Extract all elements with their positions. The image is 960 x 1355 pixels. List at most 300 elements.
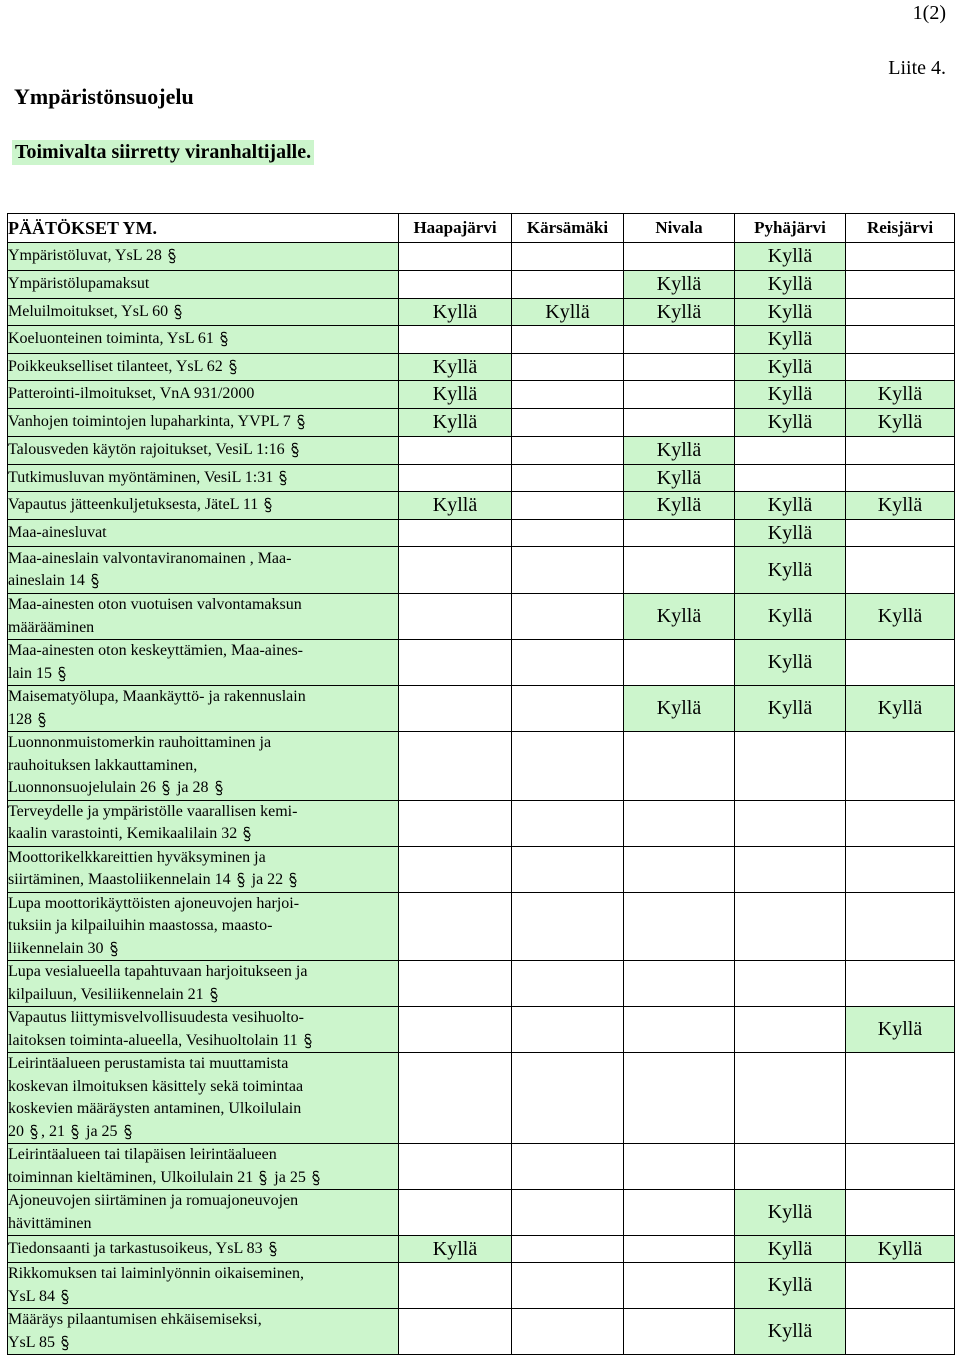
row-label-text: Ympäristöluvat, YsL 28 bbox=[8, 247, 162, 265]
row-label-text: Moottorikelkkareittien hyväksyminen ja bbox=[8, 848, 266, 866]
municipality-cell-nivala bbox=[624, 1144, 735, 1190]
row-label bbox=[8, 437, 399, 465]
municipality-cell-haapajärvi bbox=[399, 299, 512, 326]
municipality-cell-kärsämäki bbox=[512, 594, 624, 640]
municipality-cell-nivala bbox=[624, 594, 735, 640]
row-label-text: Luonnonsuojelulain 26 bbox=[8, 779, 156, 796]
municipality-cell-haapajärvi bbox=[399, 1053, 512, 1144]
row-label-text: YsL 85 bbox=[8, 1333, 55, 1351]
row-label-text: hävittäminen bbox=[8, 1214, 92, 1232]
municipality-cell-haapajärvi bbox=[399, 492, 512, 520]
municipality-cell-pyhäjärvi bbox=[735, 381, 846, 409]
municipality-cell-kärsämäki bbox=[512, 1263, 624, 1309]
municipality-cell-nivala bbox=[624, 326, 735, 354]
row-label bbox=[8, 846, 399, 892]
row-label-text: Maa-ainesten oton vuotuisen valvontamaksun bbox=[8, 596, 302, 613]
municipality-cell-pyhäjärvi bbox=[735, 437, 846, 465]
cell-value: Kyllä bbox=[767, 697, 813, 719]
table-row bbox=[8, 547, 955, 594]
municipality-cell-haapajärvi bbox=[399, 846, 512, 892]
municipality-cell-reisjärvi bbox=[846, 1144, 955, 1190]
municipality-cell-reisjärvi bbox=[846, 354, 955, 381]
municipality-cell-kärsämäki bbox=[512, 547, 624, 594]
row-label-text: Tiedonsaanti ja tarkastusoikeus, YsL 83 bbox=[8, 1239, 263, 1257]
cell-value: Kyllä bbox=[767, 521, 813, 544]
municipality-cell-reisjärvi bbox=[846, 961, 955, 1007]
section-sign-icon bbox=[278, 470, 290, 484]
municipality-cell-nivala bbox=[624, 492, 735, 520]
municipality-cell-reisjärvi bbox=[846, 594, 955, 640]
table-row bbox=[8, 594, 955, 640]
municipality-cell-reisjärvi bbox=[846, 381, 955, 409]
section-sign-icon bbox=[263, 497, 275, 511]
table-row bbox=[8, 686, 955, 732]
table-row bbox=[8, 243, 955, 271]
municipality-cell-reisjärvi bbox=[846, 299, 955, 326]
municipality-cell-pyhäjärvi bbox=[735, 846, 846, 892]
row-label bbox=[8, 1236, 399, 1263]
municipality-cell-pyhäjärvi bbox=[735, 961, 846, 1007]
municipality-cell-haapajärvi bbox=[399, 640, 512, 686]
municipality-cell-reisjärvi bbox=[846, 326, 955, 354]
municipality-cell-reisjärvi bbox=[846, 492, 955, 520]
municipality-cell-haapajärvi bbox=[399, 520, 512, 547]
row-label-text: rauhoituksen lakkauttaminen, bbox=[8, 756, 198, 774]
column-header: Reisjärvi bbox=[846, 214, 955, 243]
municipality-cell-nivala bbox=[624, 961, 735, 1007]
municipality-cell-haapajärvi bbox=[399, 1309, 512, 1355]
cell-value: Kyllä bbox=[432, 411, 478, 433]
table-row bbox=[8, 1309, 955, 1355]
row-label bbox=[8, 1263, 399, 1309]
municipality-cell-pyhäjärvi bbox=[735, 520, 846, 547]
row-label bbox=[8, 640, 399, 686]
column-header: Haapajärvi bbox=[399, 214, 512, 243]
section-sign-icon bbox=[167, 248, 179, 262]
cell-value: Kyllä bbox=[656, 605, 702, 627]
cell-value: Kyllä bbox=[656, 697, 702, 719]
municipality-cell-pyhäjärvi bbox=[735, 271, 846, 299]
municipality-cell-haapajärvi bbox=[399, 271, 512, 299]
row-label-text: Lupa vesialueella tapahtuvaan harjoitukseen ja bbox=[8, 963, 308, 980]
row-label bbox=[8, 243, 399, 271]
municipality-cell-nivala bbox=[624, 732, 735, 801]
row-label-text: Meluilmoitukset, YsL 60 bbox=[8, 302, 169, 320]
section-sign-icon bbox=[29, 1124, 41, 1138]
table-row bbox=[8, 1190, 955, 1236]
row-label bbox=[8, 271, 399, 299]
municipality-cell-reisjärvi bbox=[846, 892, 955, 961]
row-label bbox=[8, 1007, 399, 1053]
municipality-cell-nivala bbox=[624, 381, 735, 409]
municipality-cell-reisjärvi bbox=[846, 686, 955, 732]
municipality-cell-pyhäjärvi bbox=[735, 1007, 846, 1053]
municipality-cell-nivala bbox=[624, 640, 735, 686]
table-row bbox=[8, 846, 955, 892]
municipality-cell-kärsämäki bbox=[512, 299, 624, 326]
cell-value: Kyllä bbox=[767, 328, 813, 350]
section-sign-icon bbox=[228, 359, 240, 373]
municipality-cell-kärsämäki bbox=[512, 409, 624, 437]
row-label bbox=[8, 547, 399, 594]
row-label-text: 20 bbox=[8, 1122, 24, 1140]
row-label-text: koskevan ilmoituksen käsittely sekä toimintaa bbox=[8, 1077, 304, 1095]
row-label-text: Ympäristölupamaksut bbox=[8, 275, 150, 293]
municipality-cell-haapajärvi bbox=[399, 243, 512, 271]
municipality-cell-kärsämäki bbox=[512, 1190, 624, 1236]
row-label-text: toiminnan kieltäminen, Ulkoilulain 21 bbox=[8, 1168, 254, 1186]
cell-value: Kyllä bbox=[767, 558, 813, 581]
municipality-cell-haapajärvi bbox=[399, 326, 512, 354]
municipality-cell-nivala bbox=[624, 1190, 735, 1236]
municipality-cell-reisjärvi bbox=[846, 409, 955, 437]
municipality-cell-reisjärvi bbox=[846, 1236, 955, 1263]
section-title: Ympäristönsuojelu bbox=[14, 84, 194, 109]
row-label-text: ja 25 bbox=[270, 1168, 306, 1186]
row-label-text: Koeluonteinen toiminta, YsL 61 bbox=[8, 330, 214, 348]
row-label-text: Vapautus jätteenkuljetuksesta, JäteL 11 bbox=[8, 496, 259, 514]
municipality-cell-nivala bbox=[624, 1236, 735, 1263]
municipality-cell-pyhäjärvi bbox=[735, 547, 846, 594]
municipality-cell-pyhäjärvi bbox=[735, 409, 846, 437]
municipality-cell-pyhäjärvi bbox=[735, 800, 846, 846]
municipality-cell-kärsämäki bbox=[512, 1309, 624, 1355]
municipality-cell-haapajärvi bbox=[399, 1007, 512, 1053]
municipality-cell-pyhäjärvi bbox=[735, 243, 846, 271]
table-row bbox=[8, 492, 955, 520]
section-sign-icon bbox=[60, 1289, 72, 1303]
municipality-cell-pyhäjärvi bbox=[735, 1144, 846, 1190]
section-sign-icon bbox=[311, 1170, 323, 1184]
municipality-cell-haapajärvi bbox=[399, 437, 512, 465]
municipality-cell-reisjärvi bbox=[846, 465, 955, 492]
section-sign-icon bbox=[90, 573, 102, 587]
row-label-text: Luonnonmuistomerkin rauhoittaminen ja bbox=[8, 734, 272, 751]
municipality-cell-pyhäjärvi bbox=[735, 892, 846, 961]
cell-value: Kyllä bbox=[656, 300, 702, 323]
row-label-text: koskevien määräysten antaminen, Ulkoilulain bbox=[8, 1100, 302, 1117]
row-label bbox=[8, 961, 399, 1007]
municipality-cell-pyhäjärvi bbox=[735, 354, 846, 381]
section-sign-icon bbox=[303, 1033, 315, 1047]
table-row bbox=[8, 1007, 955, 1053]
municipality-cell-kärsämäki bbox=[512, 1053, 624, 1144]
municipality-cell-nivala bbox=[624, 465, 735, 492]
municipality-cell-kärsämäki bbox=[512, 1144, 624, 1190]
cell-value: Kyllä bbox=[767, 494, 813, 516]
row-label bbox=[8, 299, 399, 326]
cell-value: Kyllä bbox=[767, 651, 813, 673]
municipality-cell-haapajärvi bbox=[399, 1144, 512, 1190]
row-label bbox=[8, 686, 399, 732]
municipality-cell-haapajärvi bbox=[399, 892, 512, 961]
row-label bbox=[8, 381, 399, 409]
municipality-cell-nivala bbox=[624, 1309, 735, 1355]
municipality-cell-pyhäjärvi bbox=[735, 1053, 846, 1144]
municipality-cell-haapajärvi bbox=[399, 732, 512, 801]
table-row bbox=[8, 520, 955, 547]
row-label-text: Patterointi-ilmoitukset, VnA 931/2000 bbox=[8, 385, 255, 403]
municipality-cell-reisjärvi bbox=[846, 1007, 955, 1053]
municipality-cell-reisjärvi bbox=[846, 846, 955, 892]
cell-value: Kyllä bbox=[656, 439, 702, 461]
municipality-cell-haapajärvi bbox=[399, 465, 512, 492]
cell-value: Kyllä bbox=[767, 1237, 813, 1260]
cell-value: Kyllä bbox=[767, 411, 813, 433]
cell-value: Kyllä bbox=[767, 355, 813, 378]
row-label-text: Määräys pilaantumisen ehkäisemiseksi, bbox=[8, 1311, 262, 1328]
cell-value: Kyllä bbox=[656, 273, 702, 295]
municipality-cell-nivala bbox=[624, 1263, 735, 1309]
section-sign-icon bbox=[60, 1335, 72, 1349]
municipality-cell-reisjärvi bbox=[846, 640, 955, 686]
section-sign-icon bbox=[236, 872, 248, 886]
cell-value: Kyllä bbox=[767, 245, 813, 267]
table-row bbox=[8, 465, 955, 492]
municipality-cell-nivala bbox=[624, 1007, 735, 1053]
table-row bbox=[8, 800, 955, 846]
section-sign-icon bbox=[296, 414, 308, 428]
municipality-cell-kärsämäki bbox=[512, 492, 624, 520]
municipality-cell-kärsämäki bbox=[512, 640, 624, 686]
municipality-cell-kärsämäki bbox=[512, 1007, 624, 1053]
municipality-cell-kärsämäki bbox=[512, 381, 624, 409]
row-label-text: tuksiin ja kilpailuihin maastossa, maasto- bbox=[8, 917, 273, 934]
municipality-cell-haapajärvi bbox=[399, 800, 512, 846]
row-label-text: kilpailuun, Vesiliikennelain 21 bbox=[8, 985, 204, 1003]
row-label-text: ja 25 bbox=[82, 1122, 118, 1140]
municipality-cell-kärsämäki bbox=[512, 243, 624, 271]
municipality-cell-reisjärvi bbox=[846, 1263, 955, 1309]
section-sign-icon bbox=[37, 712, 49, 726]
table-row bbox=[8, 1053, 955, 1144]
section-sign-icon bbox=[70, 1124, 82, 1138]
table-row bbox=[8, 354, 955, 381]
cell-value: Kyllä bbox=[432, 355, 478, 378]
municipality-cell-kärsämäki bbox=[512, 732, 624, 801]
cell-value: Kyllä bbox=[877, 697, 923, 719]
row-label bbox=[8, 800, 399, 846]
municipality-cell-haapajärvi bbox=[399, 961, 512, 1007]
section-sign-icon bbox=[209, 987, 221, 1001]
row-label bbox=[8, 520, 399, 547]
municipality-cell-reisjärvi bbox=[846, 437, 955, 465]
row-label-text: Maa-ainesluvat bbox=[8, 523, 107, 541]
cell-value: Kyllä bbox=[432, 300, 478, 323]
section-sign-icon bbox=[268, 1241, 280, 1255]
row-label-text: Talousveden käytön rajoitukset, VesiL 1:16 bbox=[8, 441, 285, 459]
municipality-cell-reisjärvi bbox=[846, 1053, 955, 1144]
table-row bbox=[8, 640, 955, 686]
municipality-cell-kärsämäki bbox=[512, 271, 624, 299]
municipality-cell-pyhäjärvi bbox=[735, 1190, 846, 1236]
row-label-text: Poikkeukselliset tilanteet, YsL 62 bbox=[8, 357, 223, 375]
municipality-cell-kärsämäki bbox=[512, 961, 624, 1007]
municipality-cell-pyhäjärvi bbox=[735, 465, 846, 492]
municipality-cell-reisjärvi bbox=[846, 1309, 955, 1355]
table-row bbox=[8, 892, 955, 961]
row-label-text: kaalin varastointi, Kemikaalilain 32 bbox=[8, 825, 238, 842]
column-header: Kärsämäki bbox=[512, 214, 624, 243]
municipality-cell-kärsämäki bbox=[512, 1236, 624, 1263]
row-label bbox=[8, 465, 399, 492]
column-header: Pyhäjärvi bbox=[735, 214, 846, 243]
table-row bbox=[8, 1144, 955, 1190]
row-label-text: aineslain 14 bbox=[8, 572, 85, 589]
section-sign-icon bbox=[242, 826, 254, 840]
table-row bbox=[8, 1236, 955, 1263]
municipality-cell-pyhäjärvi bbox=[735, 732, 846, 801]
section-sign-icon bbox=[109, 941, 121, 955]
municipality-cell-reisjärvi bbox=[846, 547, 955, 594]
municipality-cell-nivala bbox=[624, 437, 735, 465]
decisions-table bbox=[7, 213, 955, 1355]
municipality-cell-kärsämäki bbox=[512, 465, 624, 492]
cell-value: Kyllä bbox=[877, 494, 923, 516]
table-row bbox=[8, 299, 955, 326]
column-header: Nivala bbox=[624, 214, 735, 243]
cell-value: Kyllä bbox=[767, 273, 813, 295]
municipality-cell-pyhäjärvi bbox=[735, 1236, 846, 1263]
cell-value: Kyllä bbox=[877, 383, 923, 405]
table-row bbox=[8, 732, 955, 801]
table-row bbox=[8, 961, 955, 1007]
section-sign-icon bbox=[161, 780, 173, 794]
row-label-text: Rikkomuksen tai laiminlyönnin oikaiseminen, bbox=[8, 1265, 304, 1282]
table-header-row bbox=[8, 214, 955, 243]
table-row bbox=[8, 1263, 955, 1309]
municipality-cell-reisjärvi bbox=[846, 271, 955, 299]
row-label-text: Tutkimusluvan myöntäminen, VesiL 1:31 bbox=[8, 468, 274, 486]
municipality-cell-pyhäjärvi bbox=[735, 594, 846, 640]
municipality-cell-nivala bbox=[624, 547, 735, 594]
municipality-cell-nivala bbox=[624, 892, 735, 961]
row-label-text: liikennelain 30 bbox=[8, 939, 104, 957]
row-label bbox=[8, 1190, 399, 1236]
page-number: 1(2) bbox=[912, 2, 946, 24]
row-label-text: Vanhojen toimintojen lupaharkinta, YVPL 7 bbox=[8, 413, 291, 431]
row-label-text: , 21 bbox=[41, 1122, 65, 1140]
municipality-cell-reisjärvi bbox=[846, 520, 955, 547]
cell-value: Kyllä bbox=[545, 300, 590, 323]
section-sign-icon bbox=[219, 331, 231, 345]
row-label bbox=[8, 409, 399, 437]
municipality-cell-haapajärvi bbox=[399, 594, 512, 640]
municipality-cell-kärsämäki bbox=[512, 354, 624, 381]
municipality-cell-haapajärvi bbox=[399, 1236, 512, 1263]
municipality-cell-nivala bbox=[624, 686, 735, 732]
section-sign-icon bbox=[173, 304, 185, 318]
municipality-cell-nivala bbox=[624, 243, 735, 271]
municipality-cell-nivala bbox=[624, 846, 735, 892]
delegation-note: Toimivalta siirretty viranhaltijalle. bbox=[12, 140, 314, 165]
cell-value: Kyllä bbox=[767, 383, 813, 405]
municipality-cell-kärsämäki bbox=[512, 326, 624, 354]
municipality-cell-pyhäjärvi bbox=[735, 640, 846, 686]
section-sign-icon bbox=[288, 872, 300, 886]
table-row bbox=[8, 437, 955, 465]
row-label-text: Lupa moottorikäyttöisten ajoneuvojen harjoi- bbox=[8, 894, 300, 912]
municipality-cell-haapajärvi bbox=[399, 409, 512, 437]
row-label bbox=[8, 1144, 399, 1190]
row-label-text: Leirintäalueen tai tilapäisen leirintäalueen bbox=[8, 1146, 277, 1163]
cell-value: Kyllä bbox=[877, 411, 923, 433]
cell-value: Kyllä bbox=[656, 494, 702, 516]
row-label-text: määrääminen bbox=[8, 618, 95, 636]
row-label-text: Terveydelle ja ympäristölle vaarallisen kemi- bbox=[8, 802, 298, 820]
section-sign-icon bbox=[123, 1124, 135, 1138]
municipality-cell-pyhäjärvi bbox=[735, 1263, 846, 1309]
row-label-text: ja 22 bbox=[247, 871, 284, 888]
row-label-text: 128 bbox=[8, 710, 32, 728]
municipality-cell-kärsämäki bbox=[512, 892, 624, 961]
municipality-cell-pyhäjärvi bbox=[735, 492, 846, 520]
municipality-cell-pyhäjärvi bbox=[735, 686, 846, 732]
municipality-cell-reisjärvi bbox=[846, 243, 955, 271]
municipality-cell-kärsämäki bbox=[512, 520, 624, 547]
municipality-cell-nivala bbox=[624, 354, 735, 381]
section-sign-icon bbox=[57, 666, 69, 680]
row-label-text: siirtäminen, Maastoliikennelain 14 bbox=[8, 871, 231, 888]
table-row bbox=[8, 409, 955, 437]
municipality-cell-reisjärvi bbox=[846, 800, 955, 846]
row-label-text: Leirintäalueen perustamista tai muuttamista bbox=[8, 1055, 289, 1072]
header-label: PÄÄTÖKSET YM. bbox=[8, 214, 399, 243]
attachment-label: Liite 4. bbox=[888, 57, 946, 79]
row-label bbox=[8, 1309, 399, 1355]
row-label bbox=[8, 594, 399, 640]
row-label-text: Maa-ainesten oton keskeyttämien, Maa-aines- bbox=[8, 642, 303, 659]
municipality-cell-nivala bbox=[624, 800, 735, 846]
cell-value: Kyllä bbox=[656, 466, 702, 489]
table-row bbox=[8, 381, 955, 409]
municipality-cell-haapajärvi bbox=[399, 547, 512, 594]
municipality-cell-pyhäjärvi bbox=[735, 299, 846, 326]
row-label bbox=[8, 326, 399, 354]
municipality-cell-haapajärvi bbox=[399, 1263, 512, 1309]
municipality-cell-nivala bbox=[624, 520, 735, 547]
municipality-cell-nivala bbox=[624, 299, 735, 326]
municipality-cell-nivala bbox=[624, 409, 735, 437]
row-label bbox=[8, 492, 399, 520]
row-label-text: Vapautus liittymisvelvollisuudesta vesihuolto- bbox=[8, 1009, 304, 1026]
cell-value: Kyllä bbox=[432, 494, 478, 516]
row-label-text: Ajoneuvojen siirtäminen ja romuajoneuvojen bbox=[8, 1192, 299, 1209]
municipality-cell-haapajärvi bbox=[399, 381, 512, 409]
municipality-cell-reisjärvi bbox=[846, 1190, 955, 1236]
cell-value: Kyllä bbox=[767, 1320, 813, 1342]
row-label-text: ja 28 bbox=[172, 779, 209, 796]
municipality-cell-nivala bbox=[624, 1053, 735, 1144]
cell-value: Kyllä bbox=[767, 605, 813, 627]
municipality-cell-kärsämäki bbox=[512, 437, 624, 465]
municipality-cell-kärsämäki bbox=[512, 686, 624, 732]
municipality-cell-kärsämäki bbox=[512, 800, 624, 846]
row-label-text: laitoksen toiminta-alueella, Vesihuoltolain 11 bbox=[8, 1031, 298, 1049]
cell-value: Kyllä bbox=[432, 1237, 478, 1260]
cell-value: Kyllä bbox=[767, 300, 813, 323]
municipality-cell-haapajärvi bbox=[399, 354, 512, 381]
row-label bbox=[8, 892, 399, 961]
row-label-text: lain 15 bbox=[8, 664, 52, 682]
municipality-cell-pyhäjärvi bbox=[735, 326, 846, 354]
row-label-text: Maa-aineslain valvontaviranomainen , Maa- bbox=[8, 549, 292, 567]
section-sign-icon bbox=[258, 1170, 270, 1184]
municipality-cell-nivala bbox=[624, 271, 735, 299]
row-label-text: Maisematyölupa, Maankäyttö- ja rakennuslain bbox=[8, 688, 306, 705]
municipality-cell-kärsämäki bbox=[512, 846, 624, 892]
municipality-cell-haapajärvi bbox=[399, 1190, 512, 1236]
